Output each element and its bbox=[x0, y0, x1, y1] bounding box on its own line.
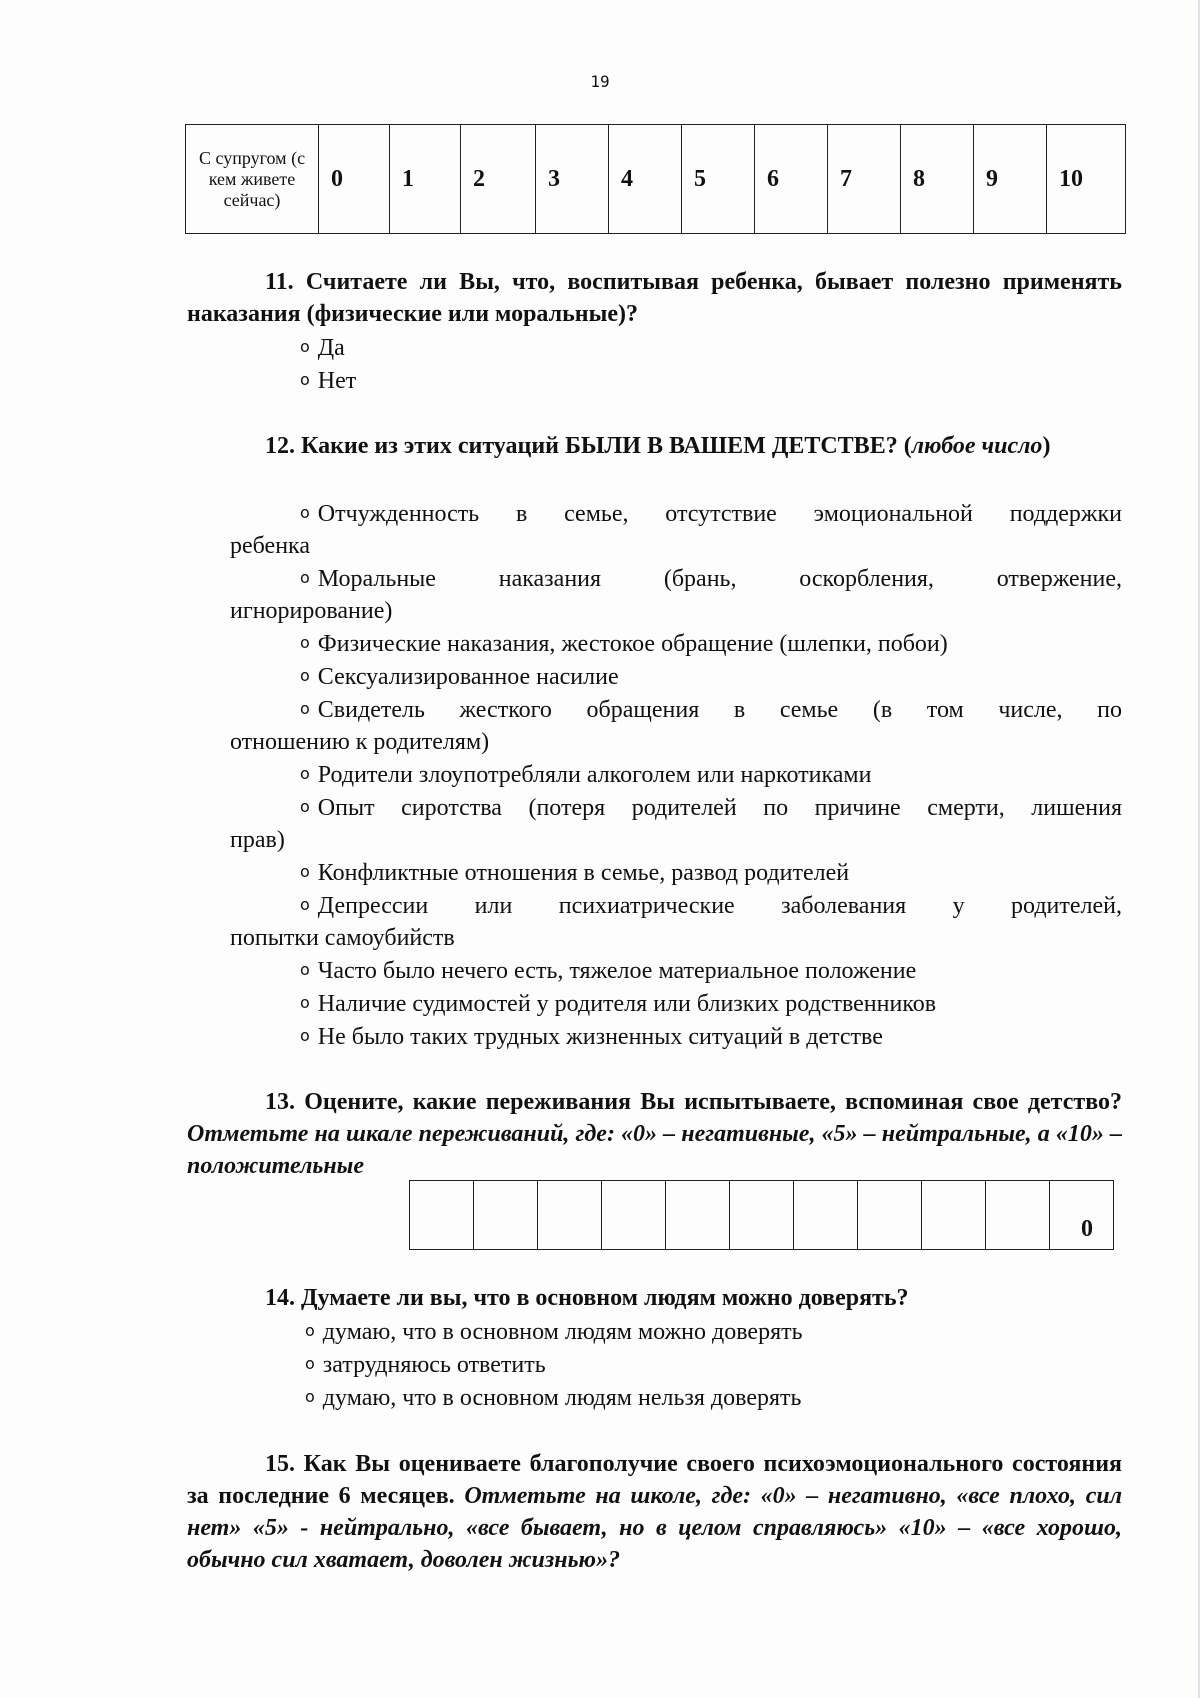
q12-option-8[interactable] bbox=[300, 856, 849, 889]
q12-option-4[interactable] bbox=[300, 660, 619, 693]
scale-cell[interactable] bbox=[730, 1181, 794, 1250]
scale-cell[interactable] bbox=[474, 1181, 538, 1250]
option-label: думаю, что в основном людям нельзя доверять bbox=[322, 1385, 802, 1411]
option-text-cont: ребенка bbox=[230, 533, 310, 559]
q12-option-1[interactable] bbox=[230, 497, 1122, 562]
radio-circle-icon: o bbox=[305, 1321, 315, 1340]
q12-option-3[interactable] bbox=[300, 627, 948, 660]
scale-cell[interactable] bbox=[602, 1181, 666, 1250]
checkbox-circle-icon: o bbox=[300, 797, 310, 816]
scale-cell-5[interactable]: 5 bbox=[682, 125, 755, 234]
question-14-title: 14. Думаете ли вы, что в основном людям можно доверять? bbox=[265, 1285, 909, 1311]
checkbox-circle-icon: o bbox=[300, 503, 310, 522]
scale-cell[interactable] bbox=[986, 1181, 1050, 1250]
option-label: думаю, что в основном людям можно доверять bbox=[322, 1319, 803, 1345]
title-italic: Отметьте на школе, где: «0» – негативно, «все плохо, сил нет» «5» - нейтрально, «все бывает, но в целом справляюсь» «10» – «все хорошо, обычно сил хватает, доволен жизнью»? bbox=[187, 1483, 1123, 1573]
scale-cell[interactable] bbox=[666, 1181, 730, 1250]
scale-cell-0[interactable]: 0 bbox=[319, 125, 390, 234]
spouse-rating-table bbox=[185, 124, 1126, 234]
checkbox-circle-icon: o bbox=[300, 993, 310, 1012]
q12-option-12[interactable] bbox=[300, 1020, 883, 1053]
checkbox-circle-icon: o bbox=[300, 633, 310, 652]
scale-cell-9[interactable]: 9 bbox=[974, 125, 1047, 234]
checkbox-circle-icon: o bbox=[300, 666, 310, 685]
table-row bbox=[410, 1181, 1114, 1250]
scale-cell-1[interactable]: 1 bbox=[390, 125, 461, 234]
option-text: Родители злоупотребляли алкоголем или наркотиками bbox=[317, 762, 872, 788]
option-label: Да bbox=[317, 335, 345, 361]
question-11-title: 11. Считаете ли Вы, что, воспитывая ребенка, бывает полезно применять наказания (физические или моральные)? bbox=[187, 269, 1122, 327]
question-15-title bbox=[187, 1448, 1122, 1576]
checkbox-circle-icon: o bbox=[300, 568, 310, 587]
option-text-cont: игнорирование) bbox=[230, 598, 393, 624]
option-text: Физические наказания, жестокое обращение (шлепки, побои) bbox=[317, 631, 948, 657]
title-close: ) bbox=[1042, 433, 1051, 459]
scale-cell-6[interactable]: 6 bbox=[755, 125, 828, 234]
scale-cell-4[interactable]: 4 bbox=[609, 125, 682, 234]
title-bold: 13. Оцените, какие переживания Вы испытываете, вспоминая свое детство? bbox=[265, 1089, 1122, 1115]
radio-circle-icon: o bbox=[305, 1354, 315, 1373]
checkbox-circle-icon: o bbox=[300, 862, 310, 881]
checkbox-circle-icon: o bbox=[300, 764, 310, 783]
scale-cell[interactable] bbox=[538, 1181, 602, 1250]
q14-option-3[interactable] bbox=[305, 1381, 801, 1414]
title-bold: 15. Как Вы оцениваете благополучие своего психоэмоционального состояния за последние 6 месяцев. bbox=[187, 1451, 1122, 1509]
checkbox-circle-icon: o bbox=[300, 699, 310, 718]
q14-option-2[interactable] bbox=[305, 1348, 546, 1381]
page-number: 19 bbox=[590, 72, 610, 91]
option-text: Отчужденность в семье, отсутствие эмоциональной поддержки bbox=[317, 501, 1122, 527]
radio-circle-icon: o bbox=[300, 337, 310, 356]
checkbox-circle-icon: o bbox=[300, 1026, 310, 1045]
scale-cell[interactable] bbox=[410, 1181, 474, 1250]
scale-cell[interactable]: 0 bbox=[1050, 1181, 1114, 1250]
option-text: Опыт сиротства (потеря родителей по причине смерти, лишения bbox=[317, 795, 1122, 821]
title-italic: любое число bbox=[911, 433, 1043, 459]
scale-cell-8[interactable]: 8 bbox=[901, 125, 974, 234]
q12-option-5[interactable] bbox=[230, 693, 1122, 758]
checkbox-circle-icon: o bbox=[300, 960, 310, 979]
q11-option-yes[interactable] bbox=[300, 331, 345, 364]
scale-cell-10[interactable]: 10 bbox=[1047, 125, 1126, 234]
option-text: Сексуализированное насилие bbox=[317, 664, 619, 690]
q12-option-10[interactable] bbox=[300, 954, 916, 987]
option-label: затрудняюсь ответить bbox=[322, 1352, 546, 1378]
scale-cell[interactable] bbox=[858, 1181, 922, 1250]
table-row bbox=[186, 125, 1126, 234]
title-italic: Отметьте на шкале переживаний, где: «0» – негативные, «5» – нейтральные, а «10» – положительные bbox=[187, 1121, 1122, 1179]
q12-option-6[interactable] bbox=[300, 758, 871, 791]
scale-cell[interactable] bbox=[794, 1181, 858, 1250]
q12-option-11[interactable] bbox=[300, 987, 936, 1020]
scale-cell[interactable] bbox=[922, 1181, 986, 1250]
childhood-experience-scale bbox=[409, 1180, 1114, 1250]
option-text: Часто было нечего есть, тяжелое материальное положение bbox=[317, 958, 917, 984]
scale-cell-7[interactable]: 7 bbox=[828, 125, 901, 234]
option-text-cont: отношению к родителям) bbox=[230, 729, 490, 755]
question-13-title bbox=[187, 1086, 1122, 1182]
scale-cell-3[interactable]: 3 bbox=[536, 125, 609, 234]
option-text: Свидетель жесткого обращения в семье (в том числе, по bbox=[317, 697, 1122, 723]
option-text: Наличие судимостей у родителя или близких родственников bbox=[317, 991, 937, 1017]
option-text: Депрессии или психиатрические заболевания у родителей, bbox=[317, 893, 1122, 919]
option-text-cont: попытки самоубийств bbox=[230, 925, 455, 951]
q12-option-7[interactable] bbox=[230, 791, 1122, 856]
radio-circle-icon: o bbox=[300, 370, 310, 389]
option-text: Моральные наказания (брань, оскорбления, отвержение, bbox=[317, 566, 1122, 592]
option-text: Конфликтные отношения в семье, развод родителей bbox=[317, 860, 850, 886]
scale-cell-2[interactable]: 2 bbox=[461, 125, 536, 234]
option-text: Не было таких трудных жизненных ситуаций в детстве bbox=[317, 1024, 883, 1050]
question-12-title bbox=[187, 430, 1122, 462]
option-label: Нет bbox=[317, 368, 357, 394]
row-label: С супругом (с кем живете сейчас) bbox=[186, 125, 319, 234]
q12-option-9[interactable] bbox=[230, 889, 1122, 954]
q12-option-2[interactable] bbox=[230, 562, 1122, 627]
q11-option-no[interactable] bbox=[300, 364, 356, 397]
q14-option-1[interactable] bbox=[305, 1315, 803, 1348]
radio-circle-icon: o bbox=[305, 1387, 315, 1406]
checkbox-circle-icon: o bbox=[300, 895, 310, 914]
option-text-cont: прав) bbox=[230, 827, 285, 853]
title-bold: 12. Какие из этих ситуаций БЫЛИ В ВАШЕМ ДЕТСТВЕ? ( bbox=[265, 433, 912, 459]
